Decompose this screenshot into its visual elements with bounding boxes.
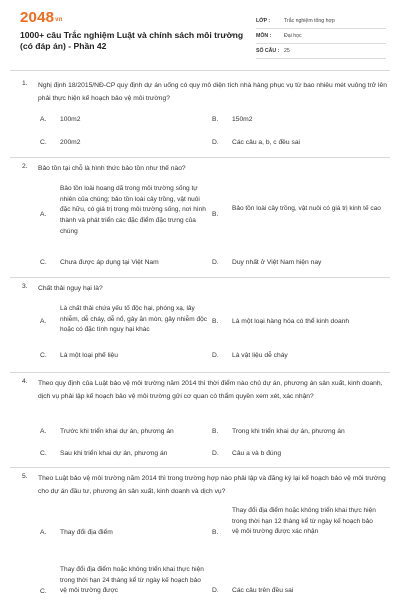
option-letter: B. [212,428,219,435]
option-b[interactable] [212,204,388,228]
logo-text: 2048 [20,9,55,26]
question-number: 2. [22,163,28,170]
divider [10,372,390,373]
option-a[interactable] [40,114,200,126]
meta-value: Trắc nghiệm tổng hợp [284,18,335,24]
site-logo[interactable] [20,9,63,26]
option-letter: B. [212,318,219,325]
option-c[interactable] [40,448,208,460]
option-letter: C. [40,139,47,146]
option-text: Bảo tồn loài cây trồng, vật nuôi có giá trị kinh tế cao [232,205,381,212]
option-letter: A. [40,318,47,325]
question-text: Theo quy định của Luật bảo vệ môi trường năm 2014 thì thời điểm nào chủ dự án, phương án sản xuất, kinh doanh, dịch vụ phải lập kế hoạch bảo vệ môi trường gửi cơ quan có thẩm quyền xem xét, xác nhận? [38,380,383,400]
option-letter: D. [212,587,219,594]
option-c[interactable] [40,565,208,600]
question-text: Theo Luật bảo vệ môi trường năm 2014 thì trong trường hợp nào phải lập và đăng ký lại kế hoạch bảo vệ môi trường cho dự án đầu tư, phương án sản xuất, kinh doanh và dịch vụ? [38,475,386,495]
option-a[interactable] [40,304,208,340]
option-c[interactable] [40,137,200,149]
page-header [0,0,400,64]
divider [10,467,390,468]
divider [10,277,390,278]
option-d[interactable] [212,257,382,269]
logo-suffix: vn [55,17,63,23]
meta-key: LỚP : [256,18,271,24]
option-letter: A. [40,428,47,435]
option-d[interactable] [212,137,382,149]
option-letter: A. [40,116,47,123]
option-a[interactable] [40,184,208,246]
option-b[interactable] [212,316,388,328]
option-letter: C. [40,259,47,266]
option-d[interactable] [212,350,382,362]
question-text: Nghị định 18/2015/NĐ-CP quy định dự án uống có quy mô diện tích nhà hàng phục vụ từ bao nhiêu mét vuông trở lên phải thực hiện kế hoạch bảo vệ môi trường? [38,82,387,102]
meta-row-class [256,14,386,29]
option-text: Các câu a, b, c đều sai [232,139,301,146]
option-letter: D. [212,139,219,146]
question-number: 4. [22,378,28,385]
option-text: Trong khi triển khai dự án, phương án [232,428,345,435]
option-b[interactable] [212,426,388,438]
option-text: Các câu trên đều sai [232,587,294,594]
option-text: Trước khi triển khai dự án, phương án [60,428,174,435]
option-text: Câu a và b đúng [232,450,282,457]
option-letter: D. [212,450,219,457]
option-text: Duy nhất ở Việt Nam hiện nay [232,259,322,266]
page-title: 1000+ câu Trắc nghiệm Luật và chính sách môi trường (có đáp án) - Phần 42 [20,30,244,51]
option-letter: C. [40,352,47,359]
option-letter: A. [40,529,47,536]
option-text: Thay đổi địa điểm [60,529,113,536]
option-b[interactable] [212,506,388,556]
question-number: 5. [22,473,28,480]
option-a[interactable] [40,426,208,438]
option-letter: D. [212,259,219,266]
option-letter: C. [40,588,47,595]
meta-row-count [256,44,386,59]
meta-key: MÔN : [256,33,272,39]
option-text: 150m2 [232,116,253,123]
option-text: Bảo tồn loài hoang dã trong môi trường sống tự nhiên của chúng; bảo tồn loài cây trồng, vật nuôi đặc hữu, có giá trị trong môi trường sống, nơi hình thành và phát triển các đặc điểm đặc trưng của chúng [60,185,206,235]
option-text: Sau khi triển khai dự án, phương án [60,450,168,457]
meta-info [256,14,386,59]
option-text: Thay đổi địa điểm hoặc không triển khai thực hiện trong thời hạn 24 tháng kể từ ngày kế hoạch bảo vệ môi trường được [60,566,204,595]
question-number: 3. [22,283,28,290]
option-text: Là một loại phế liệu [60,352,118,359]
meta-value: Đại học [284,33,302,39]
divider [10,157,390,158]
meta-row-subject [256,29,386,44]
meta-key: SỐ CÂU : [256,48,280,54]
option-letter: A. [40,211,47,218]
option-d[interactable] [212,448,388,460]
option-letter: D. [212,352,219,359]
option-letter: B. [212,116,219,123]
option-text: 100m2 [60,116,81,123]
option-d[interactable] [212,585,388,597]
option-text: 200m2 [60,139,81,146]
question-number: 1. [22,80,28,87]
option-c[interactable] [40,257,200,269]
option-letter: C. [40,450,47,457]
option-text: Là vật liệu dễ cháy [232,352,288,359]
divider [10,70,390,71]
option-text: Là chất thải chứa yếu tố độc hại, phóng xạ, lây nhiễm, dễ cháy, dễ nổ, gây ăn mòn, gây nhiễm độc hoặc có đặc tính nguy hại khác [60,305,207,334]
option-letter: B. [212,529,219,536]
question-text: Chất thải nguy hại là? [38,285,103,292]
meta-value: 25 [284,48,290,54]
question-text: Bảo tồn tại chỗ là hình thức bảo tồn như thế nào? [38,165,186,172]
option-b[interactable] [212,114,382,126]
option-a[interactable] [40,527,208,539]
option-letter: B. [212,211,219,218]
option-text: Chưa được áp dụng tại Việt Nam [60,259,159,266]
option-text: Thay đổi địa điểm hoặc không triển khai thực hiện trong thời hạn 12 tháng kể từ ngày kế hoạch bảo vệ môi trường được xác nhận [232,507,376,536]
option-c[interactable] [40,350,200,362]
option-text: Là một loại hàng hóa có thể kinh doanh [232,318,350,325]
